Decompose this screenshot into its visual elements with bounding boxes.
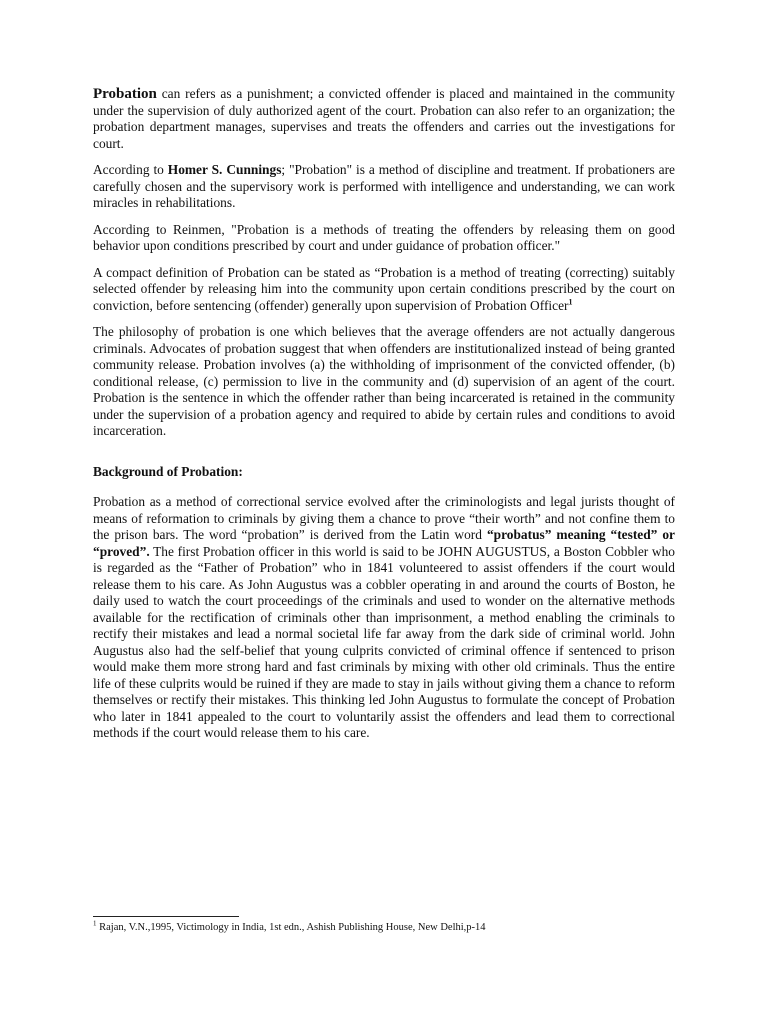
paragraph-probation-definition <box>93 86 675 152</box>
paragraph-text: can refers as a punishment; a convicted offender is placed and maintained in the community under the supervision of duly authorized agent of the court. Probation can also refer to an organization; the probation department manages, supervises and treats the offenders and carries out the investigations for court. <box>93 86 675 151</box>
footnote <box>93 921 675 934</box>
paragraph-text: According to <box>93 162 168 177</box>
footnote-reference[interactable]: 1 <box>568 297 573 307</box>
bold-phrase: “probatus” meaning “tested” or “proved”. <box>93 527 675 559</box>
paragraph-text: Probation as a method of correctional service evolved after the criminologists and legal jurists thought of means of reformation to criminals by giving them a chance to prove “their worth” and not confine them to the prison bars. The word “probation” is derived from the Latin word <box>93 494 675 542</box>
paragraph-homer-cunnings <box>93 162 675 212</box>
document-body <box>93 86 675 742</box>
paragraph-background <box>93 494 675 742</box>
paragraph-text: The first Probation officer in this world is said to be JOHN AUGUSTUS, a Boston Cobbler who is regarded as the “Father of Probation” who in 1841 volunteered to assist offenders if the court would release them to his care. As John Augustus was a cobbler operating in and around the courts of Boston, he daily used to watch the court proceedings of the criminals and used to wonder on the alternative methods available for the rectification of criminals other than imprisonment, a method enabling the criminals to rectify their mistakes and lead a normal societal life far away from the dark side of criminal world. John Augustus also had the self-belief that young culprits convicted of criminal offence if sentenced to prison would make them more strong hard and fast criminals by mixing with other old criminals. Thus the entire life of these culprits would be ruined if they are made to stay in jails without giving them a chance to reform themselves or rectify their mistakes. This thinking led John Augustus to formulate the concept of Probation who later in 1841 appealed to the court to voluntarily assist the offenders and lead them to correctional methods if the court would release them to his care. <box>93 543 675 740</box>
paragraph-text: The philosophy of probation is one which believes that the average offenders are not actually dangerous criminals. Advocates of probation suggest that when offenders are institutionalized instead of being granted community release. Probation involves (a) the withholding of imprisonment of the convicted offender, (b) conditional release, (c) permission to live in the community and (d) supervision of an agent of the court. Probation is the sentence in which the offender rather than being incarcerated is retained in the community under the supervision of a probation agency and required to abide by certain rules and conditions to avoid incarceration. <box>93 324 675 438</box>
paragraph-text: ; "Probation" is a method of discipline and treatment. If probationers are carefully chosen and the supervisory work is performed with intelligence and understanding, we can work miracles in rehabilitations. <box>93 162 675 210</box>
paragraph-text: According to Reinmen, "Probation is a methods of treating the offenders by releasing them on good behavior upon conditions prescribed by court and under guidance of probation officer." <box>93 221 675 253</box>
paragraph-text: A compact definition of Probation can be stated as “Probation is a method of treating (correcting) suitably selected offender by releasing him into the community upon certain conditions prescribed by the court on conviction, before sentencing (offender) generally upon supervision of Probation Officer <box>93 264 675 313</box>
paragraph-philosophy <box>93 324 675 440</box>
footnote-divider <box>93 916 239 917</box>
paragraph-compact-definition <box>93 265 675 315</box>
paragraph-reinmen <box>93 222 675 255</box>
lead-term: Probation <box>93 86 157 102</box>
footnote-text: Rajan, V.N.,1995, Victimology in India, 1st edn., Ashish Publishing House, New Delhi,p-14 <box>96 922 486 933</box>
section-heading: Background of Probation: <box>93 463 243 479</box>
footnote-marker: 1 <box>93 919 97 928</box>
author-name: Homer S. Cunnings <box>167 162 282 177</box>
